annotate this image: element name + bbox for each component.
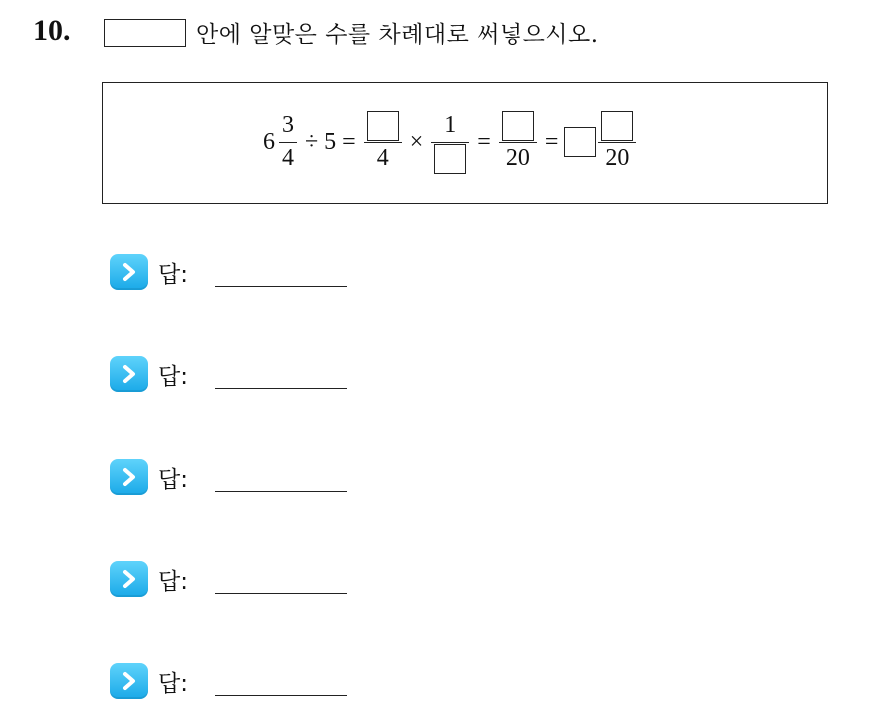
equals-sign: = — [544, 128, 559, 155]
answer-line[interactable] — [215, 491, 347, 492]
equation-box — [102, 82, 828, 204]
fraction-2-numerator: 1 — [444, 112, 457, 138]
answer-row — [110, 254, 188, 290]
mixed-denominator: 4 — [282, 145, 294, 171]
fraction-1 — [364, 110, 402, 175]
answer-label: 답: — [158, 261, 188, 288]
answer-label: 답: — [158, 568, 188, 595]
chevron-right-icon — [110, 561, 148, 597]
answer-line[interactable] — [215, 286, 347, 287]
chevron-right-icon — [110, 663, 148, 699]
answer-label: 답: — [158, 670, 188, 697]
chevron-right-icon — [110, 356, 148, 392]
fraction-3-denominator: 20 — [505, 145, 530, 171]
answer-label: 답: — [158, 363, 188, 390]
mixed-numerator: 3 — [282, 112, 294, 138]
mixed-whole: 6 — [263, 128, 275, 155]
answer-blank-3[interactable] — [502, 111, 534, 141]
answer-blank-4[interactable] — [564, 127, 596, 157]
answer-blank-5[interactable] — [601, 111, 633, 141]
question-line — [104, 16, 599, 49]
fraction-4-denominator: 20 — [605, 145, 630, 171]
fraction-3 — [499, 110, 537, 175]
divide-sign: ÷ — [305, 128, 319, 155]
answer-row — [110, 356, 188, 392]
answer-blank-2[interactable] — [434, 144, 466, 174]
fraction-1-denominator: 4 — [376, 145, 389, 171]
question-number: 10. — [33, 14, 71, 47]
answer-row — [110, 459, 188, 495]
fraction-2 — [431, 110, 469, 175]
divisor: 5 — [324, 128, 337, 155]
answer-line[interactable] — [215, 388, 347, 389]
chevron-right-icon — [110, 254, 148, 290]
answer-label: 답: — [158, 466, 188, 493]
answer-blank-1[interactable] — [367, 111, 399, 141]
answer-row — [110, 561, 188, 597]
equals-sign: = — [477, 128, 491, 155]
question-instruction: 안에 알맞은 수를 차례대로 써넣으시오. — [196, 22, 599, 48]
equation — [263, 107, 638, 177]
answer-row — [110, 663, 188, 699]
answer-line[interactable] — [215, 695, 347, 696]
mixed-fraction — [279, 110, 297, 175]
chevron-right-icon — [110, 459, 148, 495]
answer-line[interactable] — [215, 593, 347, 594]
equals-sign: = — [342, 128, 356, 155]
fraction-4 — [598, 110, 636, 175]
blank-box-example — [104, 19, 186, 47]
times-sign: × — [409, 128, 424, 155]
